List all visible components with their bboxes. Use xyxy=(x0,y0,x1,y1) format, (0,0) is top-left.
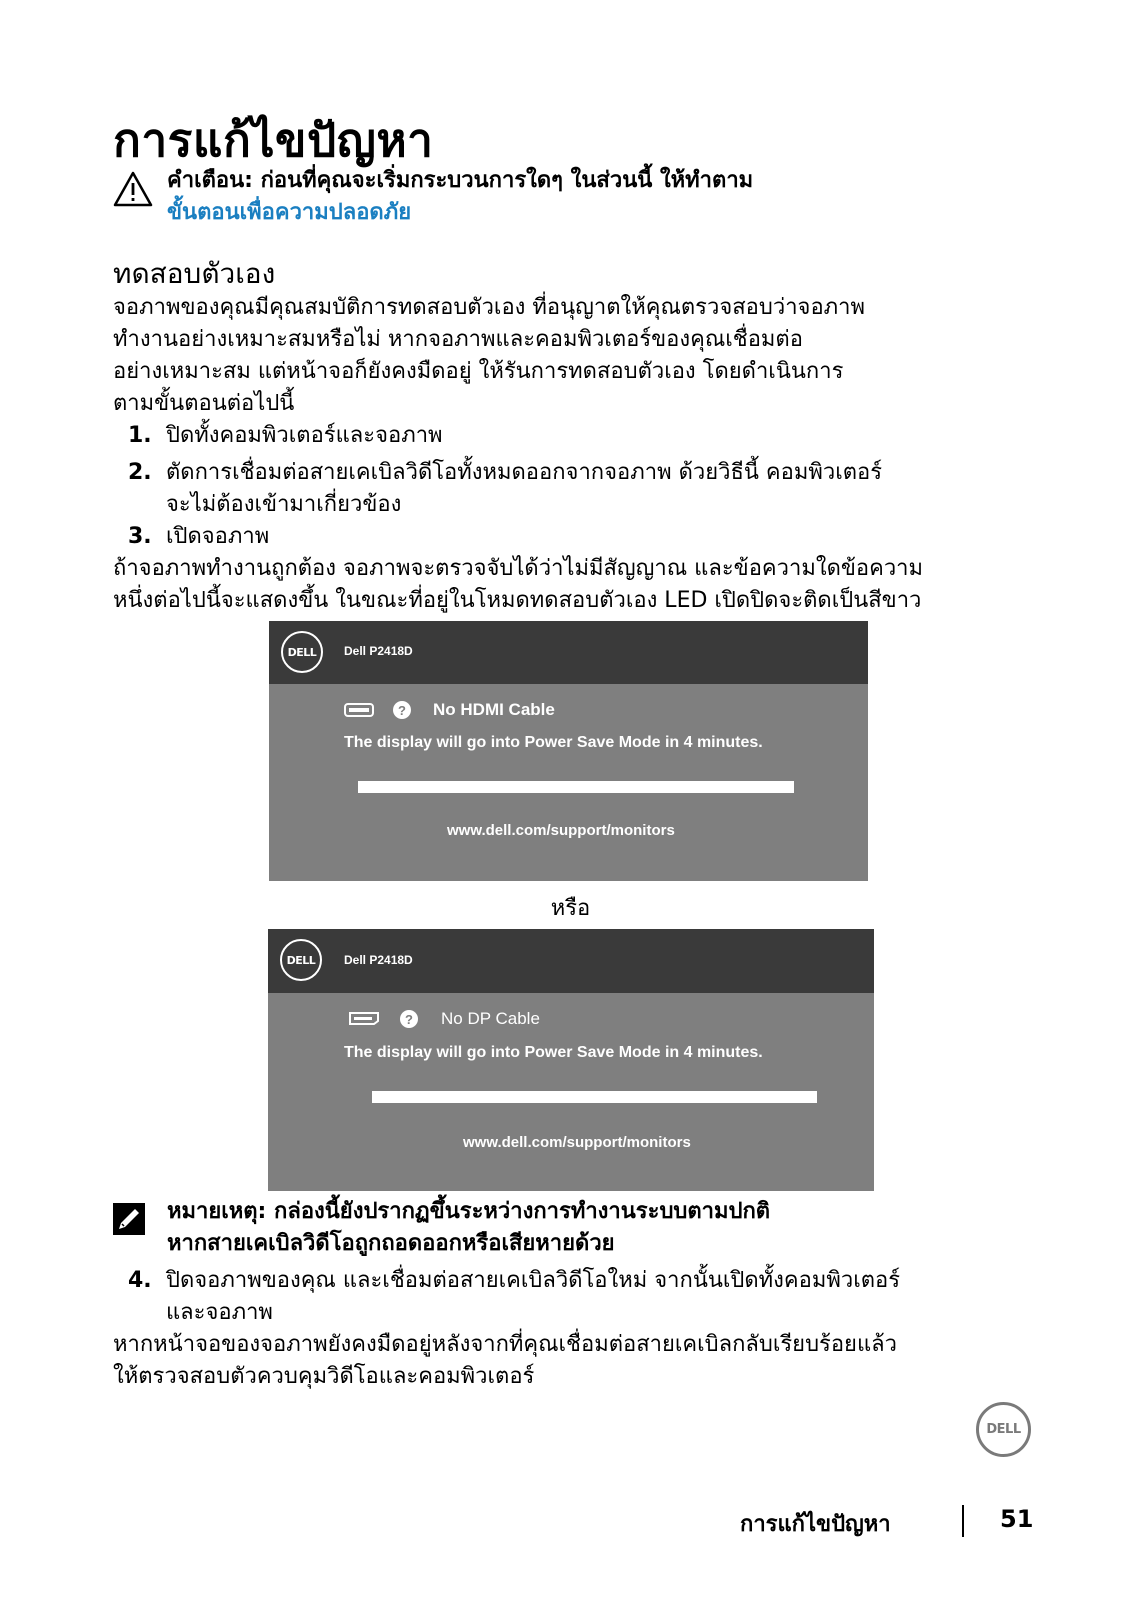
step-text: จะไม่ต้องเข้ามาเกี่ยวข้อง xyxy=(166,492,402,517)
or-text: หรือ xyxy=(550,896,591,921)
hdmi-port-icon xyxy=(344,703,374,717)
step-text: ตัดการเชื่อมต่อสายเคเบิลวิดีโอทั้งหมดออกจากจอภาพ ด้วยวิธีนี้ คอมพิวเตอร์ xyxy=(166,460,883,485)
note-line: หากสายเคเบิลวิดีโอถูกถอดออกหรือเสียหายด้วย xyxy=(167,1231,615,1256)
intro-line: ทำงานอย่างเหมาะสมหรือไม่ หากจอภาพและคอมพิวเตอร์ของคุณเชื่อมต่อ xyxy=(113,327,803,352)
step-number: 3. xyxy=(128,524,152,549)
note-line: หมายเหตุ: กล่องนี้ยังปรากฏขึ้นระหว่างการทำงานระบบตามปกติ xyxy=(167,1199,771,1224)
osd-support-url: www.dell.com/support/monitors xyxy=(447,822,675,839)
result-paragraph xyxy=(113,553,923,617)
section-title: ทดสอบตัวเอง xyxy=(113,257,276,290)
dell-logo-icon: DELL xyxy=(281,631,323,673)
osd-model-name: Dell P2418D xyxy=(344,953,413,967)
step-text: และจอภาพ xyxy=(166,1300,273,1325)
warning-line: คำเตือน: ก่อนที่คุณจะเริ่มกระบวนการใดๆ ในส่วนนี้ ให้ทำตาม xyxy=(167,168,754,193)
osd-no-hdmi xyxy=(269,621,868,881)
osd-support-url: www.dell.com/support/monitors xyxy=(463,1134,691,1151)
dp-port-icon xyxy=(349,1012,379,1025)
warning-triangle-icon xyxy=(113,171,153,207)
osd-message: No HDMI Cable xyxy=(433,700,555,719)
dell-brand-logo: DELL xyxy=(976,1402,1031,1457)
dell-logo-icon: DELL xyxy=(280,939,322,981)
step-text: เปิดจอภาพ xyxy=(166,524,270,549)
step-number: 1. xyxy=(128,423,152,448)
osd-header xyxy=(268,929,874,993)
footer-section-title: การแก้ไขปัญหา xyxy=(740,1512,891,1537)
result-line: ถ้าจอภาพทำงานถูกต้อง จอภาพจะตรวจจับได้ว่าไม่มีสัญญาณ และข้อความใดข้อความ xyxy=(113,556,924,581)
result-line: หนึ่งต่อไปนี้จะแสดงขึ้น ในขณะที่อยู่ในโหมดทดสอบตัวเอง LED เปิดปิดจะติดเป็นสีขาว xyxy=(113,588,922,613)
note-text xyxy=(167,1196,770,1260)
step-number: 2. xyxy=(128,460,152,485)
step-text: ปิดทั้งคอมพิวเตอร์และจอภาพ xyxy=(166,423,443,448)
osd-detail: The display will go into Power Save Mode in 4 minutes. xyxy=(344,734,763,751)
intro-line: ตามขั้นตอนต่อไปนี้ xyxy=(113,391,295,416)
osd-model-name: Dell P2418D xyxy=(344,644,413,658)
osd-header xyxy=(269,621,868,684)
page-number: 51 xyxy=(1000,1505,1034,1533)
osd-progress-bar xyxy=(358,781,794,793)
intro-line: อย่างเหมาะสม แต่หน้าจอก็ยังคงมืดอยู่ ให้รันการทดสอบตัวเอง โดยดำเนินการ xyxy=(113,359,844,384)
footer-divider xyxy=(962,1505,964,1537)
warning-text xyxy=(167,165,753,229)
closing-line: หากหน้าจอของจอภาพยังคงมืดอยู่หลังจากที่คุณเชื่อมต่อสายเคเบิลกลับเรียบร้อยแล้ว xyxy=(113,1332,897,1357)
note-pencil-icon xyxy=(113,1203,145,1235)
page-title: การแก้ไขปัญหา xyxy=(113,113,434,167)
closing-paragraph xyxy=(113,1329,897,1393)
osd-no-dp xyxy=(268,929,874,1191)
intro-paragraph xyxy=(113,292,865,420)
step-number: 4. xyxy=(128,1268,152,1293)
question-icon: ? xyxy=(400,1010,418,1028)
question-icon: ? xyxy=(393,701,411,719)
osd-detail: The display will go into Power Save Mode in 4 minutes. xyxy=(344,1044,763,1061)
safety-instructions-link[interactable]: ขั้นตอนเพื่อความปลอดภัย xyxy=(167,200,412,225)
osd-message: No DP Cable xyxy=(441,1009,540,1028)
step-text: ปิดจอภาพของคุณ และเชื่อมต่อสายเคเบิลวิดีโอใหม่ จากนั้นเปิดทั้งคอมพิวเตอร์ xyxy=(166,1268,901,1293)
intro-line: จอภาพของคุณมีคุณสมบัติการทดสอบตัวเอง ที่อนุญาตให้คุณตรวจสอบว่าจอภาพ xyxy=(113,295,866,320)
osd-progress-bar xyxy=(372,1091,817,1103)
closing-line: ให้ตรวจสอบตัวควบคุมวิดีโอและคอมพิวเตอร์ xyxy=(113,1364,535,1389)
